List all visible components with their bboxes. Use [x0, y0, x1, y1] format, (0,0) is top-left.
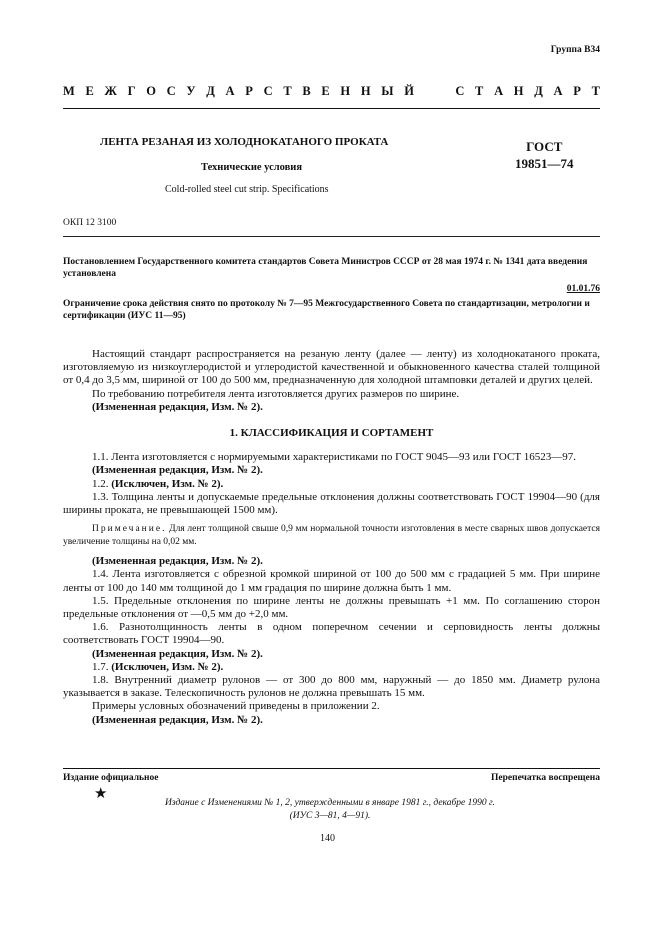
intro-paragraph-2: По требованию потребителя лента изготовляется других размеров по ширине.	[92, 387, 460, 400]
interstate-letter: Н	[340, 84, 351, 98]
edition-line-2: (ИУС 3—81, 4—91).	[289, 811, 371, 821]
gost-label: ГОСТ	[526, 139, 563, 154]
word-gap	[425, 84, 445, 99]
interstate-letter: Р	[245, 84, 253, 98]
gost-number: 19851—74	[515, 156, 574, 171]
interstate-letter: Т	[283, 84, 292, 98]
interstate-letter: Г	[127, 84, 136, 98]
interstate-letter: Ы	[381, 84, 394, 98]
interstate-letter: Ж	[104, 84, 117, 98]
standard-letter: Т	[591, 84, 600, 98]
clause-1-1: 1.1. Лента изготовляется с нормируемыми характеристиками по ГОСТ 9045—93 или ГОСТ 16523—97.	[92, 451, 577, 464]
clause-1-5: 1.5. Предельные отклонения по ширине ленты не должны превышать +1 мм. По соглашению сторон предельные отклонения от —0,5 мм до +2,0 мм.	[63, 594, 600, 621]
standard-letter: А	[553, 84, 563, 98]
interstate-letter: С	[263, 84, 273, 98]
standard-letter: Н	[513, 84, 524, 98]
official-edition-label: Издание официальное	[63, 773, 159, 783]
note-paragraph	[63, 523, 600, 548]
decree-text: Постановлением Государственного комитета стандартов Совета Министров СССР от 28 мая 1974 г. № 1341 дата введения установлена	[63, 257, 588, 279]
interstate-letter: Й	[404, 84, 414, 98]
section-heading: 1. КЛАССИФИКАЦИЯ И СОРТАМЕНТ	[229, 427, 434, 440]
interstate-letter: У	[186, 84, 196, 98]
standard-letter: Т	[475, 84, 484, 98]
intro-paragraph: Настоящий стандарт распространяется на резаную ленту (далее — ленту) из холоднокатаного проката, изготовляемую из низкоуглеродистой и углеродистой качественной и обыкновенного качества сталей толщиной от 0,4 до 3,5 мм, шириной от 100 до 500 мм, предназначенную для холодной штамповки деталей и других целей.	[63, 348, 600, 387]
okp-code: ОКП 12 3100	[63, 218, 117, 228]
interstate-letter: В	[302, 84, 311, 98]
interstate-letter: М	[63, 84, 75, 98]
clause-1-2	[63, 478, 600, 491]
examples-paragraph: Примеры условных обозначений приведены в приложении 2.	[92, 700, 380, 713]
clause-1-6: 1.6. Разнотолщинность ленты в одном поперечном сечении и серповидность ленты должны соответствовать ГОСТ 19904—90.	[63, 621, 600, 647]
standard-letter: Р	[573, 84, 581, 98]
amendment-note: (Измененная редакция, Изм. № 2).	[92, 464, 263, 477]
interstate-letter: Д	[206, 84, 215, 98]
reprint-prohibited-label: Перепечатка воспрещена	[490, 773, 600, 783]
standard-letter: С	[455, 84, 465, 98]
interstate-letter: С	[166, 84, 176, 98]
note-label: Примечание.	[92, 524, 167, 535]
excluded-note: (Исключен, Изм. № 2).	[111, 660, 224, 673]
edition-note	[100, 797, 560, 823]
limitation-text: Ограничение срока действия снято по протоколу № 7—95 Межгосударственного Совета по стандартизации, метрологии и сертификации (ИУС 11—95)	[63, 299, 590, 321]
document-body	[63, 348, 600, 727]
amendment-note: (Измененная редакция, Изм. № 2).	[92, 555, 263, 568]
interstate-letter: А	[225, 84, 235, 98]
okp-divider	[63, 236, 600, 237]
amendment-note: (Измененная редакция, Изм. № 2).	[92, 647, 263, 660]
excluded-note: (Исключен, Изм. № 2).	[111, 477, 224, 490]
document-subtitle: Технические условия	[201, 162, 303, 173]
english-title: Cold-rolled steel cut strip. Specifications	[165, 184, 329, 195]
clause-1-7	[63, 661, 600, 674]
note-text: Для лент толщиной свыше 0,9 мм нормальной точности изготовления в месте сварных швов допускается увеличение толщины на 0,02 мм.	[63, 524, 600, 547]
interstate-letter: О	[146, 84, 156, 98]
top-divider	[63, 108, 600, 109]
standard-letter: Д	[534, 84, 543, 98]
interstate-letter: Н	[360, 84, 371, 98]
interstate-letter: Е	[321, 84, 330, 98]
clause-number: 1.2.	[92, 477, 109, 490]
standard-letter: А	[494, 84, 504, 98]
interstate-letter: Е	[85, 84, 94, 98]
clause-1-4: 1.4. Лента изготовляется с обрезной кромкой шириной от 100 до 500 мм с градацией 5 мм. При ширине ленты от 100 до 140 мм толщиной до 1 мм градация по ширине должна быть 1 мм.	[63, 568, 600, 594]
footer-divider	[63, 768, 600, 769]
document-title: ЛЕНТА РЕЗАНАЯ ИЗ ХОЛОДНОКАТАНОГО ПРОКАТА	[100, 136, 389, 148]
clause-1-8: 1.8. Внутренний диаметр рулонов — от 300 до 800 мм, наружный — до 1850 мм. Диаметр рулона указывается в заказе. Телескопичность рулонов не должна превышать 15 мм.	[63, 674, 600, 700]
group-code: Группа В34	[550, 45, 600, 55]
clause-number: 1.7.	[92, 660, 109, 673]
amendment-note: (Измененная редакция, Изм. № 2).	[92, 713, 263, 726]
effective-date: 01.01.76	[566, 284, 600, 294]
clause-1-3: 1.3. Толщина ленты и допускаемые предельные отклонения должны соответствовать ГОСТ 19904—90 (для ширины проката, не превышающей 1500 мм).	[63, 490, 600, 517]
gost-designation	[515, 138, 574, 172]
standard-type-heading	[63, 84, 600, 99]
amendment-note: (Измененная редакция, Изм. № 2).	[92, 400, 263, 413]
star-icon: ★	[94, 786, 108, 802]
page-number: 140	[320, 833, 335, 844]
edition-line-1: Издание с Изменениями № 1, 2, утвержденными в январе 1981 г., декабре 1990 г.	[165, 798, 495, 808]
